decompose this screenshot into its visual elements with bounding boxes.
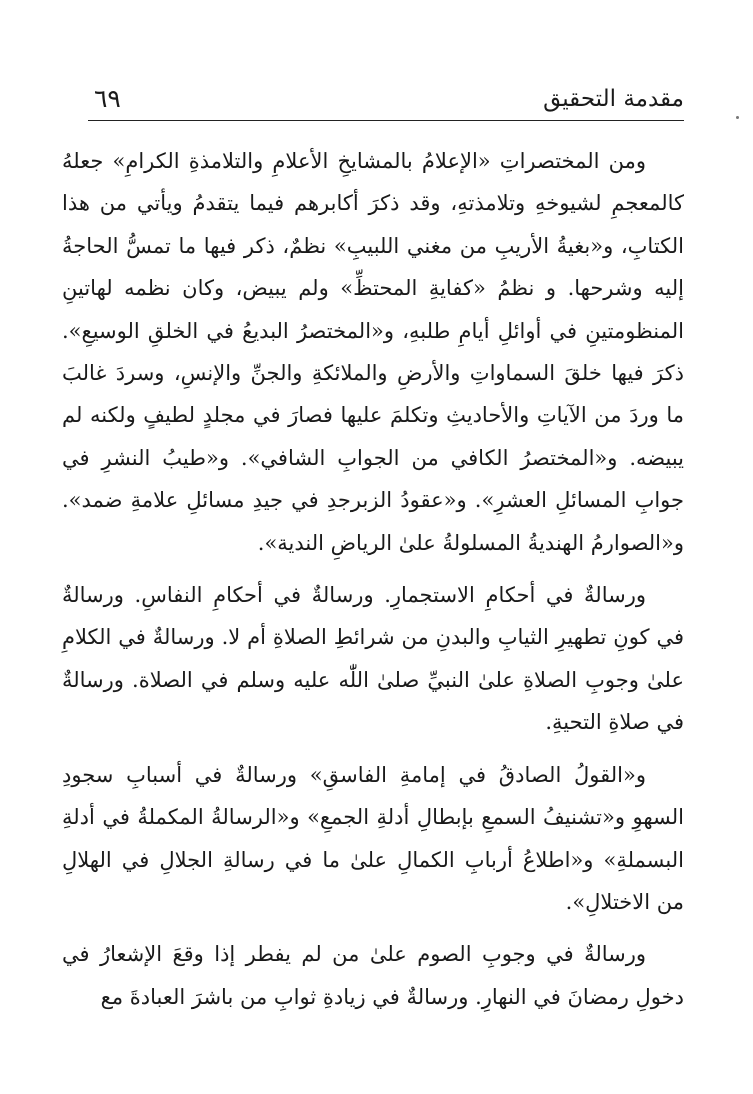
paragraph-1: ومن المختصراتِ «الإعلامُ بالمشايخِ الأعلامِ والتلامذةِ الكرامِ» جعلهُ كالمعجمِ لشيوخهِ وتلامذتهِ، وقد ذكرَ أكابرهم فيما يتقدمُ ويأتي من هذا الكتابِ، و«بغيةُ الأريبِ من مغني اللبيبِ» نظمٌ، ذكر فيها ما تمسُّ الحاجةُ إليه وشرحها. و نظمُ «كفايةِ المحتظِّ» ولم يبيض، وكان نظمه لهاتينِ المنظومتينِ في أوائلِ أيامِ طلبهِ، و«المختصرُ البديعُ في الخلقِ الوسيعِ». ذكرَ فيها خلقَ السماواتِ والأرضِ والملائكةِ والجنِّ والإنسِ، وسردَ غالبَ ما وردَ من الآياتِ والأحاديثِ وتكلمَ عليها فصارَ في مجلدٍ لطيفٍ ولكنه لم يبيضه. و«المختصرُ الكافي من الجوابِ الشافي». و«طيبُ النشرِ في جوابِ المسائلِ العشرِ». و«عقودُ الزبرجدِ في جيدِ مسائلِ علامةِ ضمد». و«الصوارمُ الهنديةُ المسلولةُ علىٰ الرياضِ الندية». [62,149,684,555]
paragraph-3: و«القولُ الصادقُ في إمامةِ الفاسقِ» ورسالةٌ في أسبابِ سجودِ السهوِ و«تشنيفُ السمعِ بإبطالِ أدلةِ الجمعِ» و«الرسالةُ المكملةُ في أدلةِ البسملةِ» و«اطلاعُ أربابِ الكمالِ علىٰ ما في رسالةِ الجلالِ في الهلالِ من الاختلالِ». [62,762,684,914]
body-text [62,140,684,1018]
paragraph-2: ورسالةٌ في أحكامِ الاستجمارِ. ورسالةٌ في أحكامِ النفاسِ. ورسالةٌ في كونِ تطهيرِ الثيابِ والبدنِ من شرائطِ الصلاةِ أم لا. ورسالةٌ في الكلامِ علىٰ وجوبِ الصلاةِ علىٰ النبيِّ صلىٰ اللّٰه عليه وسلم في الصلاة. ورسالةٌ في صلاةِ التحيةِ. [62,583,684,735]
scan-speck [736,116,739,119]
page-number: ٦٩ [94,84,121,113]
running-header [88,82,684,118]
paragraph-4: ورسالةٌ في وجوبِ الصوم علىٰ من لم يفطر إذا وقعَ الإشعارُ في دخولِ رمضانَ في النهارِ. ورسالةٌ في زيادةِ ثوابِ من باشرَ العبادةَ مع [62,942,684,1009]
header-divider [88,120,684,121]
header-title: مقدمة التحقيق [543,86,684,112]
